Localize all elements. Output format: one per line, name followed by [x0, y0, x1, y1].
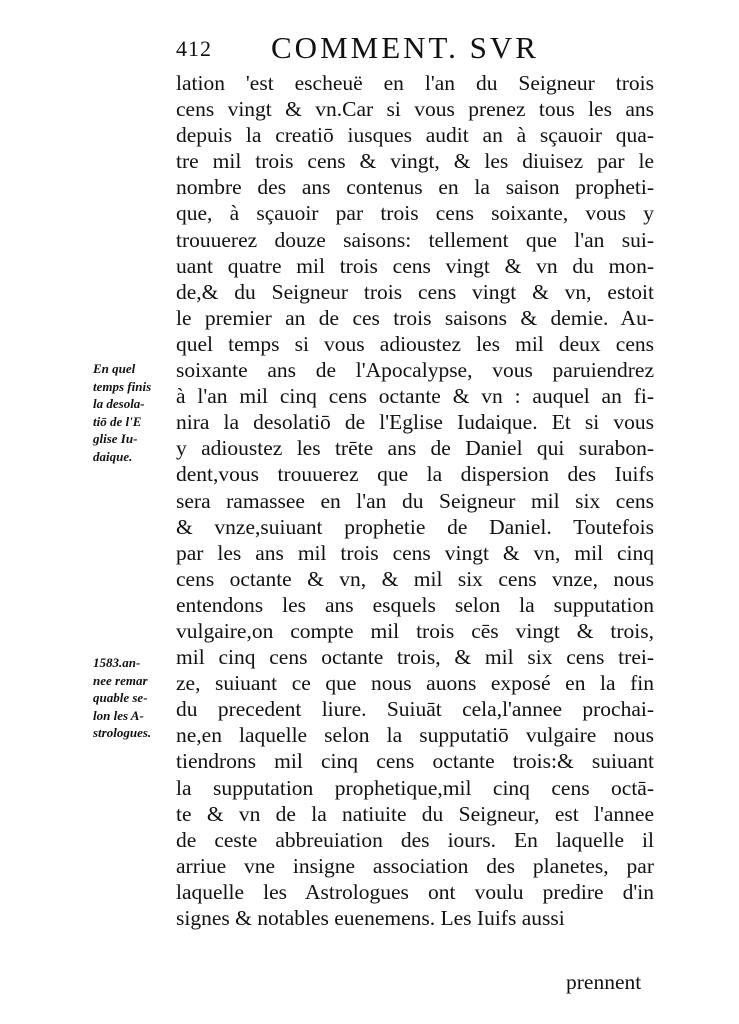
text-line: cens octante & vn, & mil six cens vnze, nous [176, 566, 654, 591]
margin-note-line: la desola- [93, 396, 145, 411]
text-line: tiendrons mil cinq cens octante trois:& suiuant [176, 749, 654, 774]
margin-note-line: lon les A- [93, 707, 144, 723]
margin-note-1583 [93, 654, 173, 742]
text-line: lation 'est escheuë en l'an du Seigneur trois [176, 71, 654, 95]
text-line: le premier an de ces trois saisons & demie. Au- [176, 305, 654, 330]
text-line: nira la desolatiō de l'Eglise Iudaique. Et si vous [176, 410, 654, 435]
margin-note-line: 1583.an- [93, 655, 141, 670]
text-line: y adioustez les trēte ans de Daniel qui surabon- [176, 436, 654, 461]
text-line: de,& du Seigneur trois cens vingt & vn, estoit [176, 279, 654, 304]
text-line: tre mil trois cens & vingt, & les diuisez par le [176, 149, 654, 174]
text-line: par les ans mil trois cens vingt & vn, mil cinq [176, 540, 654, 565]
margin-note-line: tiō de l'E [93, 413, 142, 429]
margin-note-line: temps finis [93, 378, 152, 394]
running-title: COMMENT. SVR [271, 30, 539, 65]
text-line: que, à sçauoir par trois cens soixante, vous y [176, 201, 654, 226]
page-number: 412 [176, 36, 212, 61]
catchword: prennent [566, 970, 642, 994]
margin-note-line: strologues. [93, 725, 152, 740]
text-line: quel temps si vous adioustez les mil deux cens [176, 331, 654, 356]
margin-note-line: En quel [93, 361, 136, 376]
text-line: ze, suiuant ce que nous auons exposé en la fin [176, 671, 654, 696]
margin-note-end-of-desolation [93, 360, 173, 465]
text-line: dent,vous trouuerez que la dispersion des Iuifs [176, 462, 654, 487]
text-line: mil cinq cens octante trois, & mil six cens trei- [176, 645, 654, 670]
margin-note-line: quable se- [93, 690, 148, 705]
margin-note-line: daique. [93, 448, 133, 464]
text-line: de ceste abbreuiation des iours. En laquelle il [176, 827, 654, 852]
text-line: à l'an mil cinq cens octante & vn : auquel an fi- [176, 384, 654, 409]
page-header [176, 30, 656, 70]
text-line: & vnze,suiuant prophetie de Daniel. Toutefois [176, 514, 654, 539]
text-line: la supputation prophetique,mil cinq cens octā- [176, 775, 654, 800]
text-line: ne,en laquelle selon la supputatiō vulgaire nous [176, 723, 654, 748]
margin-note-line: glise Iu- [93, 431, 138, 446]
text-line: te & vn de la natiuite du Seigneur, est l'annee [176, 801, 654, 826]
text-line: signes & notables euenemens. Les Iuifs aussi [176, 906, 565, 930]
text-line: entendons les ans esquels selon la supputation [176, 592, 654, 617]
text-line: vulgaire,on compte mil trois cēs vingt & trois, [176, 618, 654, 643]
text-line: soixante ans de l'Apocalypse, vous paruiendrez [176, 358, 654, 383]
text-line: du precedent liure. Suiuāt cela,l'annee prochai- [176, 697, 654, 722]
text-line: nombre des ans contenus en la saison propheti- [176, 175, 654, 200]
margin-note-line: nee remar [93, 672, 148, 688]
text-line: trouuerez douze saisons: tellement que l'an sui- [176, 227, 654, 252]
text-line: uant quatre mil trois cens vingt & vn du mon- [176, 253, 654, 278]
body-text [176, 70, 654, 931]
text-line: depuis la creatiō iusques audit an à sçauoir qua- [176, 123, 654, 148]
text-line: arriue vne insigne association des planetes, par [176, 853, 654, 878]
text-line: cens vingt & vn.Car si vous prenez tous les ans [176, 97, 654, 122]
text-line: laquelle les Astrologues ont voulu predire d'in [176, 879, 654, 904]
text-line: sera ramassee en l'an du Seigneur mil six cens [176, 488, 654, 513]
